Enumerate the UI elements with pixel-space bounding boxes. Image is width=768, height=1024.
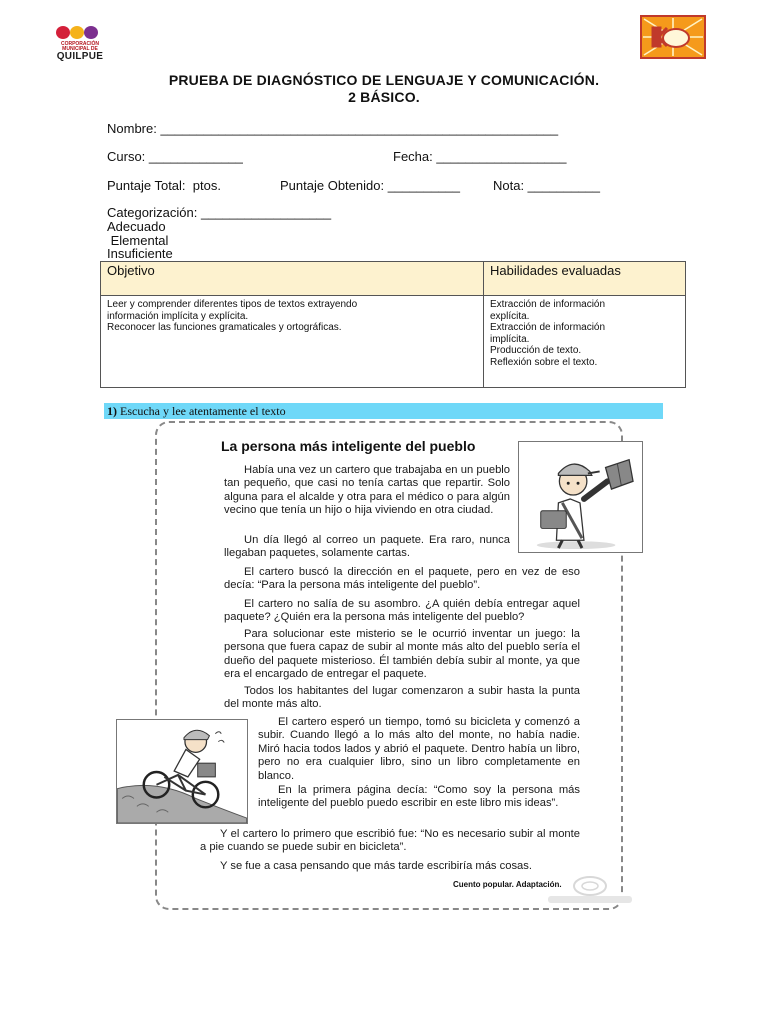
story-paragraph-3: El cartero buscó la dirección en el paquete, pero en vez de eso decía: “Para la persona más inteligente del pueblo”.: [224, 566, 580, 592]
habilidad-line: Extracción de información: [490, 322, 606, 333]
nota-field[interactable]: Nota: __________: [493, 178, 600, 193]
section-instruction-text: Escucha y lee atentamente el texto: [117, 404, 286, 418]
story-paragraph-5: Para solucionar este misterio se le ocurrió inventar un juego: la persona que fuera capaz de subir al monte más alto del pueblo sería el dueño del paquete misterioso. Él también debía subir al monte, ya que era el encargado de entregar el paquete.: [224, 628, 580, 681]
document-title: PRUEBA DE DIAGNÓSTICO DE LENGUAJE Y COMUNICACIÓN.: [168, 72, 600, 88]
story-paragraph-7: El cartero esperó un tiempo, tomó su bicicleta y comenzó a subir. Cuando llegó a lo más alto del monte, no había nadie. Miró hacia todos lados y abrió el paquete. Dentro había un libro, pero no era cualquier libro, sino un libro completamente en blanco.: [258, 716, 580, 782]
postman-reading-icon: [518, 441, 643, 553]
document-subtitle: 2 BÁSICO.: [348, 89, 420, 105]
objetivo-line: Reconocer las funciones gramaticales y ortográficas.: [107, 322, 342, 333]
section-instruction: [104, 403, 663, 419]
story-paragraph-8: En la primera página decía: “Como soy la persona más inteligente del pueblo puedo escribir en este libro mis ideas”.: [258, 784, 580, 810]
corporacion-logo-icon: [48, 24, 112, 66]
story-paragraph-9: Y el cartero lo primero que escribió fue: “No es necesario subir al monte a pie cuando se puede subir en bicicleta”.: [200, 828, 580, 854]
cyclist-uphill-icon: [116, 719, 248, 824]
objetivo-cell: [101, 296, 484, 388]
habilidad-line: Producción de texto.: [490, 345, 582, 356]
section-number: 1): [107, 404, 117, 418]
story-paragraph-6: Todos los habitantes del lugar comenzaron a subir hasta la punta del monte más alto.: [224, 685, 580, 711]
habilidad-line: implícita.: [490, 333, 530, 345]
puntaje-total-field: Puntaje Total: ptos.: [107, 178, 221, 193]
category-insuficiente: Insuficiente: [107, 246, 173, 261]
puntaje-obtenido-field[interactable]: Puntaje Obtenido: __________: [280, 178, 460, 193]
nombre-field[interactable]: Nombre: _______________________________________________________: [107, 121, 559, 136]
fecha-field[interactable]: Fecha: __________________: [393, 149, 567, 164]
watermark-logo-icon: [540, 872, 640, 908]
logo-line-2: MUNICIPAL DE: [62, 46, 98, 52]
category-adecuado: Adecuado: [107, 219, 166, 234]
story-paragraph-2: Un día llegó al correo un paquete. Era raro, nunca llegaban paquetes, solamente cartas.: [224, 534, 510, 560]
objectives-table: [100, 261, 686, 388]
logo-line-3: QUILPUE: [56, 51, 104, 62]
habilidad-line: explícita.: [490, 310, 530, 322]
habilidad-line: Extracción de información: [490, 299, 606, 310]
story-title: La persona más inteligente del pueblo: [221, 438, 476, 454]
story-paragraph-10: Y se fue a casa pensando que más tarde escribiría más cosas.: [220, 860, 532, 872]
category-elemental: Elemental: [107, 233, 169, 248]
objetivo-line: Leer y comprender diferentes tipos de textos extrayendo: [107, 299, 358, 310]
curso-field[interactable]: Curso: _____________: [107, 149, 243, 164]
habilidades-cell: [484, 296, 686, 388]
habilidad-line: Reflexión sobre el texto.: [490, 356, 598, 368]
table-header-objetivo: Objetivo: [101, 262, 484, 296]
story-credit: Cuento popular. Adaptación.: [453, 880, 562, 889]
objetivo-line: información implícita y explícita.: [107, 310, 249, 322]
logo-line-1: CORPORACIÓN: [60, 41, 100, 47]
story-paragraph-1: Había una vez un cartero que trabajaba en un pueblo tan pequeño, que casi no tenía cartas que repartir. Solo alguna para el alcalde y otra para el médico o para algún vecino que tenía un hijo o hija viviendo en otra ciudad.: [224, 464, 510, 517]
table-header-habilidades: Habilidades evaluadas: [484, 262, 686, 296]
school-logo-icon: [640, 15, 706, 59]
categorizacion-field[interactable]: Categorización: __________________: [107, 205, 332, 220]
story-paragraph-4: El cartero no salía de su asombro. ¿A quién debía entregar aquel paquete? ¿Quién era la persona más inteligente del pueblo?: [224, 598, 580, 624]
